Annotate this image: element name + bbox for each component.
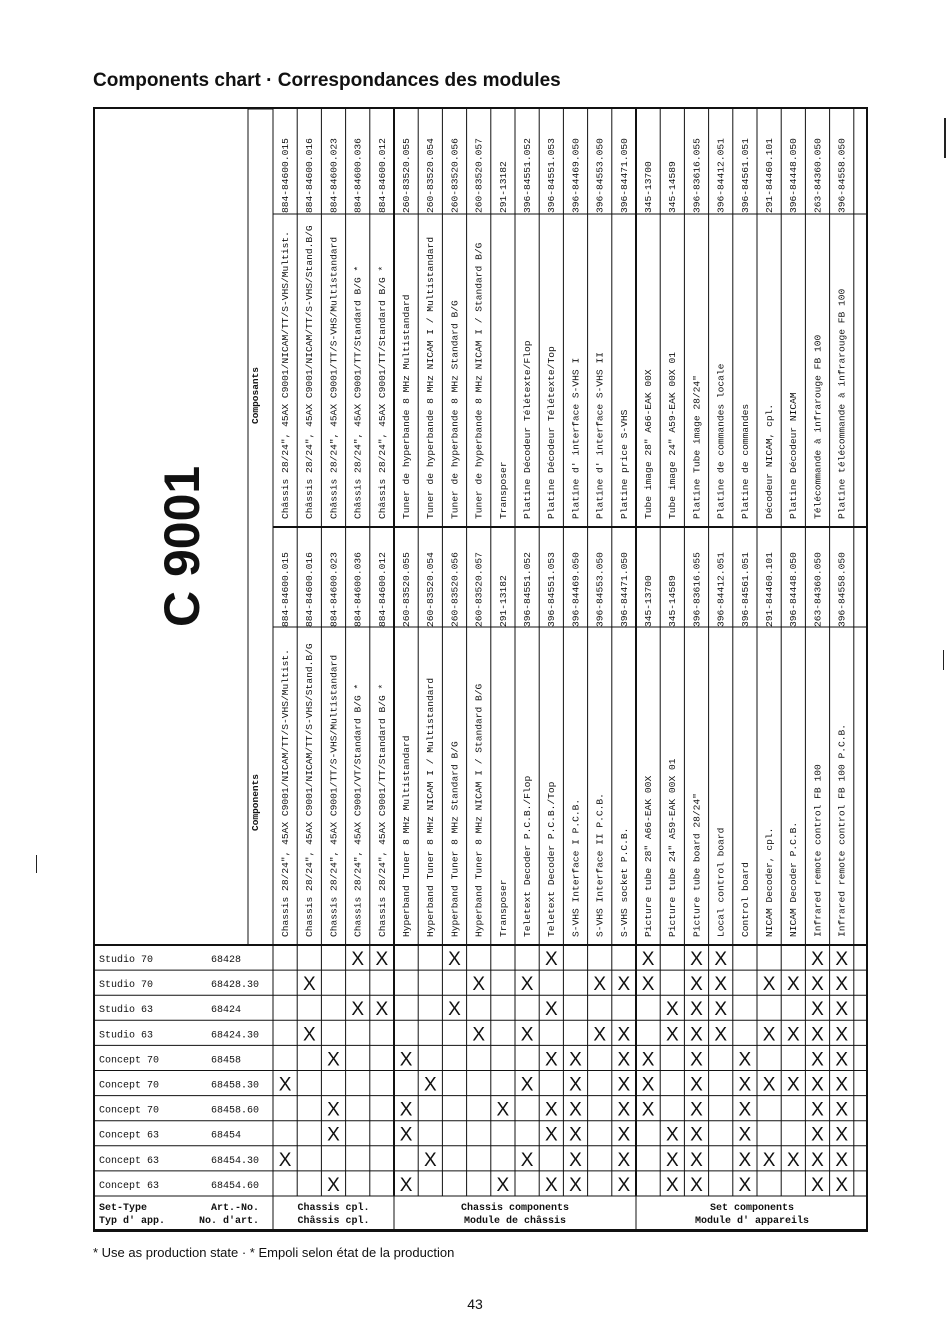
check-mark: X [399, 1124, 413, 1146]
part-number-en: 291-13182 [497, 575, 509, 627]
part-label-fr: Platine d' interface S-VHS II [594, 352, 606, 519]
footer-chassis-fr: Châssis cpl. [297, 1216, 370, 1227]
check-mark: X [544, 1049, 558, 1071]
check-mark: X [690, 999, 703, 1021]
part-number-en: 396-84558.050 [836, 552, 848, 627]
part-number-en: 396-84561.051 [739, 552, 751, 627]
set-type: Studio 63 [99, 1005, 154, 1017]
footer-typ: Typ d' app. [99, 1216, 166, 1227]
check-mark: X [811, 999, 824, 1021]
check-mark: X [665, 1024, 679, 1046]
part-number-fr: 396-84469.050 [570, 138, 582, 213]
check-mark: X [593, 974, 607, 996]
part-number-en: 396-83616.055 [691, 552, 703, 627]
part-label-fr: Tuner de hyperbande 8 MHz NICAM I / Multistandard [425, 236, 437, 519]
part-number-fr: 345-13700 [643, 161, 655, 213]
check-mark: X [496, 1174, 510, 1196]
part-number-fr: 291-84460.101 [764, 138, 776, 213]
part-number-en: 345-14589 [667, 575, 679, 627]
check-mark: X [327, 1124, 340, 1146]
page-title: Components chart · Correspondances des modules [93, 70, 561, 91]
part-number-en: 396-84551.052 [522, 552, 534, 627]
footer-set-components-en: Set components [709, 1203, 795, 1214]
check-mark: X [762, 974, 776, 996]
part-number-fr: 260-83520.056 [449, 138, 461, 213]
part-label-fr: Télécommande à infrarouge FB 100 [812, 334, 824, 519]
set-article-number: 68424 [211, 1005, 242, 1017]
part-number-fr: 396-84561.051 [739, 138, 751, 213]
check-mark: X [665, 999, 679, 1021]
set-type: Concept 70 [99, 1105, 160, 1117]
components-chart-table [93, 107, 868, 1232]
check-mark: X [617, 974, 631, 996]
check-mark: X [690, 1124, 703, 1146]
part-label-en: Local control board [715, 827, 727, 937]
check-mark: X [665, 1149, 679, 1171]
check-mark: X [423, 1074, 437, 1096]
scan-edge-mark [943, 650, 944, 670]
check-mark: X [690, 974, 703, 996]
part-number-en: 260-83520.057 [473, 552, 485, 627]
set-article-number: 68458 [211, 1055, 242, 1067]
check-mark: X [641, 949, 655, 970]
check-mark: X [738, 1099, 752, 1121]
part-label-en: S-VHS Interface I P.C.B. [570, 798, 582, 937]
check-mark: X [690, 1099, 703, 1121]
check-mark: X [835, 1074, 849, 1096]
part-number-en: 260-83520.056 [449, 552, 461, 627]
check-mark: X [738, 1049, 752, 1071]
part-number-en: 884-84600.036 [352, 552, 364, 627]
part-label-fr: Platine d' interface S-VHS I [570, 357, 582, 519]
check-mark: X [399, 1099, 413, 1121]
check-mark: X [544, 1124, 558, 1146]
set-type: Concept 63 [99, 1180, 160, 1192]
check-mark: X [569, 1149, 582, 1171]
check-mark: X [520, 1024, 534, 1046]
footer-set-components-fr: Module d' appareils [694, 1216, 810, 1227]
part-label-en: Teletext Decoder P.C.B./Flop [522, 775, 534, 937]
part-label-en: Chassis 28/24", 45AX C9001/NICAM/TT/S-VHS/Stand.B/G [304, 643, 316, 937]
part-number-fr: 263-84360.050 [812, 138, 824, 213]
check-mark: X [617, 1099, 631, 1121]
part-label-en: Infrared remote control FB 100 P.C.B. [836, 723, 848, 937]
part-number-en: 884-84600.012 [376, 552, 388, 627]
check-mark: X [351, 949, 365, 970]
part-number-en: 263-84360.050 [812, 552, 824, 627]
footer-no-art: No. d'art. [199, 1216, 260, 1227]
part-number-en: 396-84551.053 [546, 552, 558, 627]
part-number-en: 884-84600.023 [328, 552, 340, 627]
check-mark: X [641, 974, 655, 996]
part-label-fr: Platine télécommande à infrarouge FB 100 [836, 288, 848, 519]
check-mark: X [714, 974, 728, 996]
check-mark: X [278, 1149, 292, 1171]
part-label-fr: Platine price S-VHS [618, 409, 630, 519]
check-mark: X [472, 974, 486, 996]
footer-set-type: Set-Type [99, 1203, 148, 1214]
set-type: Concept 63 [99, 1155, 160, 1167]
check-mark: X [738, 1124, 752, 1146]
check-mark: X [714, 999, 728, 1021]
set-article-number: 68458.30 [211, 1080, 260, 1092]
part-number-fr: 884-84600.015 [280, 138, 292, 213]
part-number-fr: 884-84600.012 [376, 138, 388, 213]
check-mark: X [302, 974, 316, 996]
check-mark: X [738, 1174, 752, 1196]
check-mark: X [375, 999, 389, 1021]
set-type: Studio 70 [99, 955, 154, 966]
check-mark: X [496, 1099, 510, 1121]
part-number-fr: 396-84412.051 [715, 138, 727, 213]
check-mark: X [641, 1099, 655, 1121]
part-label-fr: Châssis 28/24", 45AX C9001/TT/S-VHS/Multistandard [328, 236, 340, 519]
header-components: Components [250, 773, 261, 831]
part-label-en: Picture tube 24" A59-EAK 00X 01 [667, 758, 679, 937]
check-mark: X [351, 999, 365, 1021]
part-label-fr: Platine de commandes [739, 403, 751, 519]
part-number-fr: 396-84558.050 [836, 138, 848, 213]
check-mark: X [690, 1024, 703, 1046]
check-mark: X [544, 1099, 558, 1121]
check-mark: X [762, 1024, 776, 1046]
set-type: Studio 70 [99, 980, 154, 992]
part-number-en: 260-83520.055 [401, 552, 413, 627]
check-mark: X [835, 949, 849, 970]
check-mark: X [786, 1024, 800, 1046]
part-number-fr: 260-83520.055 [401, 138, 413, 213]
check-mark: X [665, 1124, 679, 1146]
check-mark: X [835, 1049, 849, 1071]
check-mark: X [569, 1099, 582, 1121]
part-number-fr: 291-13182 [497, 161, 509, 213]
part-label-en: S-VHS Interface II P.C.B. [594, 793, 606, 937]
part-label-fr: Platine de commandes locale [715, 363, 727, 519]
check-mark: X [811, 1074, 824, 1096]
check-mark: X [617, 1024, 631, 1046]
part-number-en: 396-84412.051 [715, 552, 727, 627]
check-mark: X [520, 1074, 534, 1096]
part-label-en: NICAM Decoder P.C.B. [788, 821, 800, 937]
part-number-fr: 260-83520.057 [473, 138, 485, 213]
check-mark: X [738, 1149, 752, 1171]
check-mark: X [786, 1149, 800, 1171]
part-label-fr: Platine Décodeur NICAM [788, 392, 800, 519]
footer-chassis-components-fr: Module de châssis [463, 1216, 567, 1227]
check-mark: X [520, 974, 534, 996]
part-number-en: 884-84600.016 [304, 552, 316, 627]
set-type: Concept 63 [99, 1130, 160, 1142]
check-mark: X [399, 1174, 413, 1196]
check-mark: X [738, 1074, 752, 1096]
part-label-en: Chassis 28/24", 45AX C9001/TT/Standard B/G * [376, 683, 388, 937]
part-label-fr: Tuner de hyperbande 8 MHz NICAM I / Standard B/G [473, 242, 485, 519]
check-mark: X [569, 1049, 582, 1071]
part-number-en: 396-84448.050 [788, 552, 800, 627]
check-mark: X [665, 1174, 679, 1196]
check-mark: X [327, 1049, 340, 1071]
set-article-number: 68428.30 [211, 980, 260, 992]
part-number-fr: 884-84600.036 [352, 138, 364, 213]
part-label-en: Hyperband Tuner 8 MHz Standard B/G [449, 741, 461, 937]
check-mark: X [423, 1149, 437, 1171]
part-label-fr: Châssis 28/24", 45AX C9001/TT/Standard B/G * [376, 265, 388, 519]
part-number-fr: 345-14589 [667, 161, 679, 213]
part-label-en: Hyperband Tuner 8 MHz Multistandard [401, 735, 413, 937]
part-label-fr: Tube image 28" A66-EAK 00X [643, 369, 655, 519]
check-mark: X [835, 1124, 849, 1146]
set-type: Concept 70 [99, 1055, 160, 1067]
part-number-en: 396-84471.050 [618, 552, 630, 627]
check-mark: X [690, 1149, 703, 1171]
footer-chassis-components-en: Chassis components [460, 1203, 570, 1214]
check-mark: X [302, 1024, 316, 1046]
part-number-fr: 884-84600.016 [304, 138, 316, 213]
footnote: * Use as production state · * Empoli selon état de la production [93, 1245, 455, 1260]
part-number-fr: 396-83616.055 [691, 138, 703, 213]
check-mark: X [544, 949, 558, 970]
footer-chassis-en: Chassis cpl. [297, 1203, 370, 1214]
check-mark: X [762, 1149, 776, 1171]
check-mark: X [569, 1124, 582, 1146]
check-mark: X [786, 1074, 800, 1096]
part-label-en: NICAM Decoder, cpl. [764, 827, 776, 937]
set-type: Studio 63 [99, 1030, 154, 1042]
check-mark: X [641, 1049, 655, 1071]
check-mark: X [593, 1024, 607, 1046]
part-label-fr: Châssis 28/24", 45AX C9001/NICAM/TT/S-VHS/Multist. [280, 231, 292, 519]
check-mark: X [569, 1174, 582, 1196]
check-mark: X [520, 1149, 534, 1171]
scan-edge-mark [36, 855, 37, 873]
check-mark: X [617, 1174, 631, 1196]
check-mark: X [811, 1024, 824, 1046]
part-label-en: Infrared remote control FB 100 [812, 764, 824, 937]
part-label-fr: Tuner de hyperbande 8 MHz Multistandard [401, 294, 413, 519]
part-number-en: 345-13700 [643, 575, 655, 627]
check-mark: X [835, 1024, 849, 1046]
part-label-fr: Transposer [497, 461, 509, 519]
part-number-fr: 396-84471.050 [618, 138, 630, 213]
part-number-fr: 396-84551.053 [546, 138, 558, 213]
part-label-en: Control board [739, 862, 751, 937]
header-composants: Composants [250, 366, 261, 424]
check-mark: X [448, 999, 461, 1021]
part-label-en: S-VHS socket P.C.B. [618, 827, 630, 937]
part-label-en: Hyperband Tuner 8 MHz NICAM I / Multistandard [425, 677, 437, 937]
part-number-fr: 396-84553.050 [594, 138, 606, 213]
check-mark: X [617, 1124, 631, 1146]
part-number-en: 396-84553.050 [594, 552, 606, 627]
model-label: C 9001 [154, 465, 210, 627]
check-mark: X [762, 1074, 776, 1096]
part-label-en: Picture tube board 28/24" [691, 793, 703, 937]
set-article-number: 68458.60 [211, 1105, 260, 1117]
check-mark: X [811, 1099, 824, 1121]
part-number-fr: 396-84448.050 [788, 138, 800, 213]
check-mark: X [811, 1174, 824, 1196]
part-label-fr: Décodeur NICAM, cpl. [764, 403, 776, 519]
part-number-fr: 260-83520.054 [425, 138, 437, 213]
set-article-number: 68454.60 [211, 1180, 260, 1192]
part-number-en: 396-84469.050 [570, 552, 582, 627]
check-mark: X [811, 949, 824, 970]
check-mark: X [835, 1149, 849, 1171]
part-label-en: Chassis 28/24", 45AX C9001/NICAM/TT/S-VHS/Multist. [280, 649, 292, 937]
part-number-fr: 396-84551.052 [522, 138, 534, 213]
part-label-en: Transposer [497, 879, 509, 937]
check-mark: X [690, 1049, 703, 1071]
part-label-fr: Platine Décodeur Télétexte/Top [546, 346, 558, 519]
check-mark: X [472, 1024, 486, 1046]
check-mark: X [786, 974, 800, 996]
check-mark: X [278, 1074, 292, 1096]
part-label-fr: Tuner de hyperbande 8 MHz Standard B/G [449, 300, 461, 519]
part-label-fr: Tube image 24" A59-EAK 00X 01 [667, 352, 679, 519]
part-label-en: Chassis 28/24", 45AX C9001/TT/S-VHS/Multistandard [328, 654, 340, 937]
check-mark: X [811, 974, 824, 996]
part-label-en: Picture tube 28" A66-EAK 00X [643, 775, 655, 937]
check-mark: X [835, 1099, 849, 1121]
check-mark: X [617, 1049, 631, 1071]
check-mark: X [835, 999, 849, 1021]
check-mark: X [544, 1174, 558, 1196]
set-article-number: 68454 [211, 1130, 242, 1142]
part-number-en: 291-84460.101 [764, 552, 776, 627]
check-mark: X [617, 1074, 631, 1096]
check-mark: X [448, 949, 461, 970]
check-mark: X [835, 1174, 849, 1196]
check-mark: X [690, 1074, 703, 1096]
part-number-fr: 884-84600.023 [328, 138, 340, 213]
part-label-en: Hyperband Tuner 8 MHz NICAM I / Standard B/G [473, 683, 485, 937]
check-mark: X [327, 1174, 340, 1196]
set-type: Concept 70 [99, 1080, 160, 1092]
check-mark: X [375, 949, 389, 970]
scan-edge-mark [944, 118, 946, 158]
check-mark: X [714, 1024, 728, 1046]
set-article-number: 68454.30 [211, 1155, 260, 1167]
check-mark: X [544, 999, 558, 1021]
check-mark: X [399, 1049, 413, 1071]
part-label-en: Chassis 28/24", 45AX C9001/VT/Standard B/G * [352, 683, 364, 937]
set-article-number: 68428 [211, 955, 242, 966]
footer-art-no: Art.-No. [211, 1203, 260, 1214]
part-number-en: 260-83520.054 [425, 552, 437, 627]
check-mark: X [617, 1149, 631, 1171]
check-mark: X [569, 1074, 582, 1096]
part-label-en: Teletext Decoder P.C.B./Top [546, 781, 558, 937]
part-label-fr: Châssis 28/24", 45AX C9001/NICAM/TT/S-VHS/Stand.B/G [304, 225, 316, 519]
part-label-fr: Platine Tube image 28/24" [691, 375, 703, 519]
check-mark: X [811, 1124, 824, 1146]
part-label-fr: Platine Décodeur Télétexte/Flop [522, 340, 534, 519]
page-number: 43 [467, 1296, 483, 1312]
check-mark: X [811, 1149, 824, 1171]
check-mark: X [835, 974, 849, 996]
set-article-number: 68424.30 [211, 1030, 260, 1042]
check-mark: X [690, 949, 703, 970]
part-label-fr: Châssis 28/24", 45AX C9001/TT/Standard B/G * [352, 265, 364, 519]
check-mark: X [641, 1074, 655, 1096]
check-mark: X [714, 949, 728, 970]
check-mark: X [811, 1049, 824, 1071]
check-mark: X [327, 1099, 340, 1121]
part-number-en: 884-84600.015 [280, 552, 292, 627]
check-mark: X [690, 1174, 703, 1196]
